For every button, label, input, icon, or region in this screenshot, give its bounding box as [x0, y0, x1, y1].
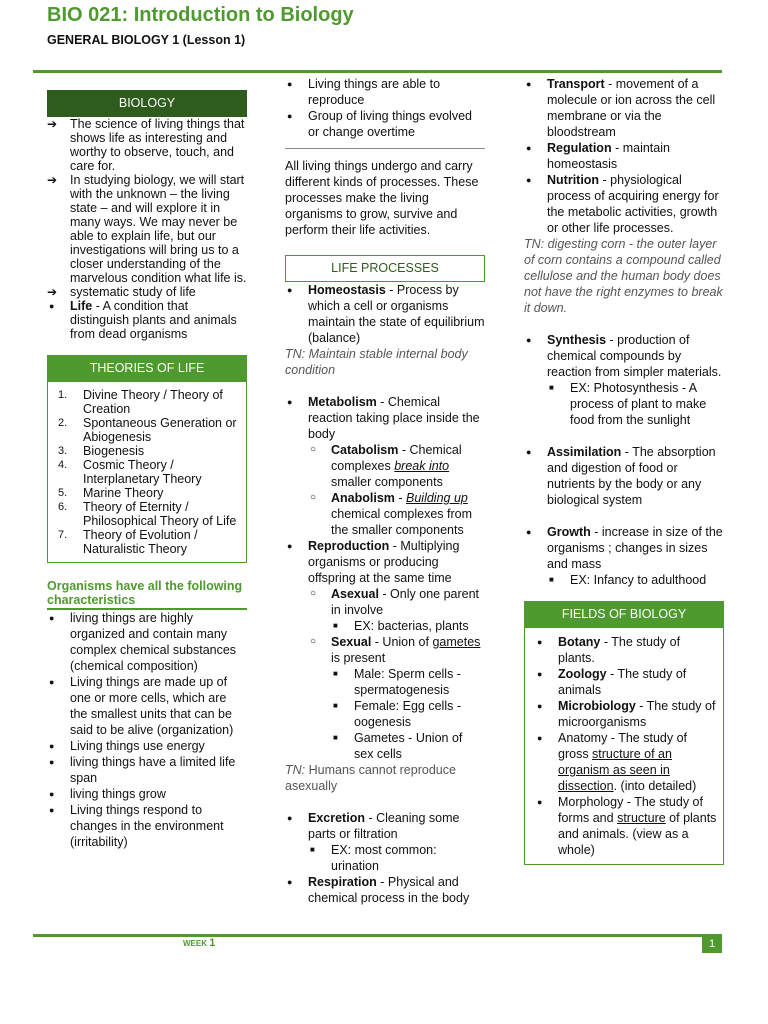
list-item [56, 486, 240, 500]
list-item: ■ Gametes - Union of sex cells [331, 730, 485, 762]
list-item [535, 794, 717, 858]
item-text: Marine Theory [83, 486, 164, 500]
definition: Anatomy - The study of gross [558, 731, 687, 761]
item-text: Spontaneous Generation or Abiogenesis [83, 416, 237, 444]
list-item [285, 282, 485, 346]
teacher-note: TN: digesting corn - the outer layer of corn contains a compound called cellulose and the human body does not have the right enzymes to break it down. [524, 237, 723, 315]
processes-intro: All living things undergo and carry different kinds of processes. These processes make the living organisms to grow, survive and perform their life activities. [285, 159, 479, 237]
definition: chemical complexes from the smaller components [331, 507, 473, 537]
term: Nutrition [547, 173, 600, 187]
term: Growth [547, 525, 591, 539]
item-text: Divine Theory / Theory of Creation [83, 388, 223, 416]
item-number: 1. [58, 389, 68, 401]
week-number: 1 [209, 937, 216, 949]
definition: - production of chemical compounds by reaction from simpler materials. [547, 333, 722, 379]
list-item: ➔ In studying biology, we will start with the unknown – the living state – and will explore it in many ways. We may never be able to explain life, but our investigations will bring us to a closer understanding of the marvelous condition what life is. [47, 173, 247, 285]
list-item [56, 458, 240, 486]
characteristics-continued [285, 76, 485, 140]
week-text: WEEK [183, 939, 207, 948]
sexual-sublist [331, 666, 485, 762]
list-item: ● living things grow [47, 786, 247, 802]
column-1 [47, 90, 247, 850]
note-label: TN: [285, 763, 306, 777]
list-item [524, 140, 724, 172]
fields-list [524, 628, 724, 865]
list-item: ■ EX: bacterias, plants [331, 618, 485, 634]
list-item [285, 538, 485, 586]
list-item [535, 634, 717, 666]
list-item [285, 874, 485, 906]
term: Homeostasis [308, 283, 386, 297]
list-item [524, 332, 724, 380]
item-number: 7. [58, 529, 68, 541]
biology-heading: BIOLOGY [47, 90, 247, 117]
processes-list-c [285, 538, 485, 586]
term: Respiration [308, 875, 377, 889]
document-subtitle: GENERAL BIOLOGY 1 (Lesson 1) [47, 33, 246, 47]
definition: - Only one parent in involve [331, 587, 480, 617]
definition: - physiological process of acquiring energy for the metabolic activities, growth or other life processes. [547, 173, 719, 235]
divider [285, 148, 485, 149]
definition: - The study of microorganisms [558, 699, 716, 729]
definition: - increase in size of the organisms ; changes in sizes and mass [547, 525, 723, 571]
list-item: ● Group of living things evolved or change overtime [285, 108, 485, 140]
item-number: 6. [58, 501, 68, 513]
list-item [56, 500, 240, 528]
emphasis: Building up [406, 491, 468, 505]
list-item [535, 666, 717, 698]
list-item: ■ Female: Egg cells - oogenesis [331, 698, 485, 730]
list-item [535, 698, 717, 730]
characteristics-list [47, 610, 247, 850]
item-number: 5. [58, 487, 68, 499]
definition: Morphology - The study of forms and [558, 795, 703, 825]
item-number: 2. [58, 417, 68, 429]
column-3 [524, 76, 724, 865]
list-item [524, 76, 724, 140]
definition: - The study of animals [558, 667, 687, 697]
definition: - Union of [371, 635, 433, 649]
list-item [524, 172, 724, 236]
asexual-example [331, 618, 485, 634]
life-processes-heading: LIFE PROCESSES [285, 255, 485, 282]
list-item: ■ EX: most common: urination [308, 842, 485, 874]
definition: - Multiplying organisms or producing offspring at the same time [308, 539, 460, 585]
processes-list-d [285, 810, 485, 842]
item-text: Cosmic Theory / Interplanetary Theory [83, 458, 202, 486]
term: Asexual [331, 587, 379, 601]
item-text: Biogenesis [83, 444, 145, 458]
underlined-term: gametes [432, 635, 481, 649]
list-item [285, 810, 485, 842]
definition: smaller components [331, 475, 443, 489]
emphasis: break into [394, 459, 450, 473]
reproduction-sublist [308, 586, 485, 618]
life-definition [47, 299, 247, 341]
list-item: ● Living things use energy [47, 738, 247, 754]
list-item [56, 388, 240, 416]
footer-divider [33, 934, 722, 937]
underlined-term: structure [617, 811, 666, 825]
document-title: BIO 021: Introduction to Biology [47, 4, 354, 26]
definition: - Process by which a cell or organisms maintain the state of equilibrium (balance) [308, 283, 485, 345]
list-item [56, 444, 240, 458]
theories-list [47, 382, 247, 563]
week-label [183, 937, 215, 949]
list-item [56, 528, 240, 556]
list-item [308, 490, 485, 538]
processes-list-f [524, 76, 724, 236]
list-item: ■ Male: Sperm cells - spermatogenesis [331, 666, 485, 698]
definition: - Physical and chemical process in the body [308, 875, 470, 905]
term: Assimilation [547, 445, 622, 459]
definition: - movement of a molecule or ion across the cell membrane or via the bloodstream [547, 77, 716, 139]
term: Anabolism [331, 491, 395, 505]
definition: - Chemical complexes [331, 443, 462, 473]
item-number: 3. [58, 445, 68, 457]
definition: . (into detailed) [613, 779, 697, 793]
list-item: ● Living things are able to reproduce [285, 76, 485, 108]
term: Life [70, 299, 93, 313]
list-item [308, 442, 485, 490]
processes-list-a [285, 282, 485, 346]
characteristics-heading: Organisms have all the following characteristics [47, 579, 247, 610]
list-item: ➔ systematic study of life [47, 285, 247, 299]
definition: of plants and animals. (view as a whole) [558, 811, 717, 857]
fields-heading: FIELDS OF BIOLOGY [524, 601, 724, 628]
term: Catabolism [331, 443, 399, 457]
term: Excretion [308, 811, 365, 825]
teacher-note [285, 762, 485, 794]
excretion-example [308, 842, 485, 874]
theories-heading: THEORIES OF LIFE [47, 355, 247, 382]
definition: - Chemical reaction taking place inside the body [308, 395, 480, 441]
definition: - The absorption and digestion of food or nutrients by the body or any biological system [547, 445, 716, 507]
term: Zoology [558, 667, 607, 681]
term: Microbiology [558, 699, 636, 713]
processes-list-e [285, 874, 485, 906]
definition: - A condition that distinguish plants and animals from dead organisms [70, 299, 237, 341]
list-item: ● Living things are made up of one or more cells, which are the smallest units that can be said to be alive (organization) [47, 674, 247, 738]
list-item [47, 299, 247, 341]
item-text: Theory of Eternity / Philosophical Theory of Life [83, 500, 237, 528]
term: Reproduction [308, 539, 390, 553]
item-text: Theory of Evolution / Naturalistic Theory [83, 528, 198, 556]
column-2 [285, 76, 485, 906]
definition: is present [331, 651, 386, 665]
list-item: ● living things have a limited life span [47, 754, 247, 786]
teacher-note: TN: Maintain stable internal body condition [285, 347, 468, 377]
underlined-term: structure of an organism as seen in dissection [558, 747, 672, 793]
list-item [524, 444, 724, 508]
definition: - maintain homeostasis [547, 141, 670, 171]
growth-example [547, 572, 724, 588]
list-item [524, 524, 724, 572]
list-item: ● Living things respond to changes in the environment (irritability) [47, 802, 247, 850]
item-number: 4. [58, 459, 68, 471]
list-item: ■ EX: Photosynthesis - A process of plant to make food from the sunlight [547, 380, 724, 428]
term: Synthesis [547, 333, 607, 347]
note-text: Humans cannot reproduce asexually [285, 763, 456, 793]
reproduction-sublist-2 [308, 634, 485, 666]
list-item [308, 586, 485, 618]
synthesis-example [547, 380, 724, 428]
page-number: 1 [702, 935, 722, 953]
list-item [56, 416, 240, 444]
processes-list-h [524, 444, 724, 508]
processes-list-g [524, 332, 724, 380]
separator: - [394, 491, 407, 505]
term: Metabolism [308, 395, 377, 409]
list-item: ➔ The science of living things that shows life as interesting and worthy to observe, touch, and care for. [47, 117, 247, 173]
term: Sexual [331, 635, 372, 649]
list-item [308, 634, 485, 666]
list-item: ● living things are highly organized and contain many complex chemical substances (chemical composition) [47, 610, 247, 674]
processes-list-i [524, 524, 724, 572]
processes-list-b [285, 394, 485, 442]
header-divider [33, 70, 722, 73]
definition: - The study of plants. [558, 635, 681, 665]
metabolism-sublist [308, 442, 485, 538]
list-item [535, 730, 717, 794]
term: Botany [558, 635, 601, 649]
biology-list [47, 117, 247, 299]
term: Transport [547, 77, 605, 91]
definition: - Cleaning some parts or filtration [308, 811, 460, 841]
term: Regulation [547, 141, 612, 155]
list-item [285, 394, 485, 442]
list-item: ■ EX: Infancy to adulthood [547, 572, 724, 588]
